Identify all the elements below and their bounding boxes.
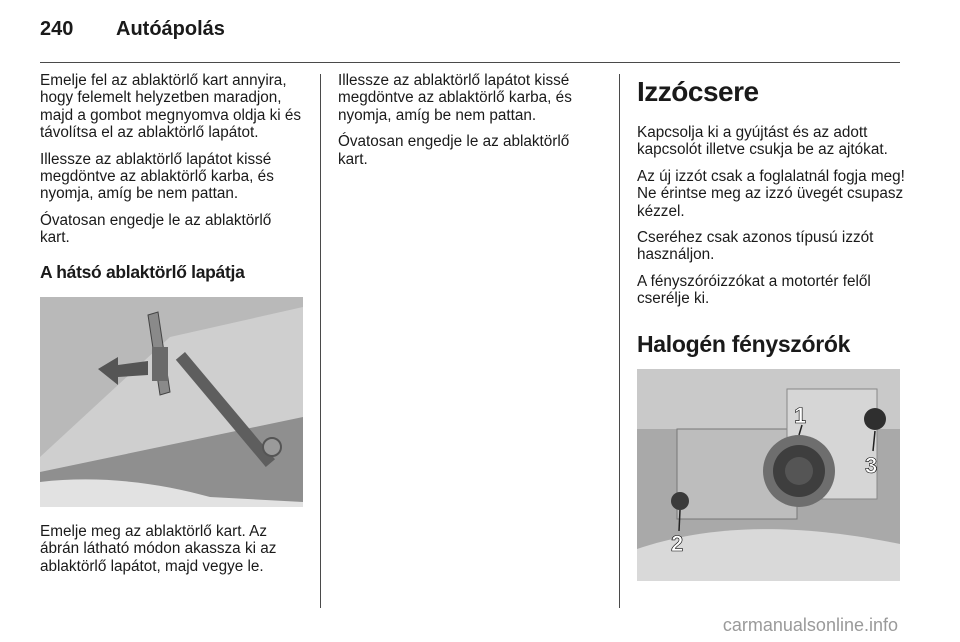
header-rule <box>40 62 900 63</box>
bulb-replacement-title: Izzócsere <box>637 76 759 107</box>
column-3 <box>637 72 907 581</box>
paragraph: Óvatosan engedje le az ablaktörlő kart. <box>338 133 570 168</box>
watermark: carmanualsonline.info <box>722 615 898 635</box>
paragraph: Illessze az ablaktörlő lapátot kissé megdöntve az ablaktörlő karba, és nyomja, amíg be nem pattan. <box>40 150 274 203</box>
paragraph: Az új izzót csak a foglalatnál fogja meg! Ne érintse meg az izzó üvegét csupasz kézzel. <box>637 167 905 220</box>
column-1 <box>40 72 305 584</box>
page-number: 240 <box>40 18 74 40</box>
section-title: Autóápolás <box>116 18 225 40</box>
callout-label: 2 <box>671 531 684 557</box>
halogen-headlight-illustration <box>637 369 900 581</box>
paragraph: A fényszóróizzókat a motortér felől cserélje ki. <box>637 272 871 308</box>
rear-wiper-illustration <box>40 297 303 507</box>
subheading-rear-wiper: A hátsó ablaktörlő lapátja <box>40 261 245 282</box>
paragraph: Kapcsolja ki a gyújtást és az adott kapcsolót illetve csukja be az ajtókat. <box>637 124 888 159</box>
column-2 <box>338 72 603 177</box>
column-divider-1 <box>320 74 321 608</box>
paragraph: Emelje meg az ablaktörlő kart. Az ábrán látható módon akassza ki az ablaktörlő lapátot, majd vegye le. <box>40 523 277 575</box>
paragraph: Óvatosan engedje le az ablaktörlő kart. <box>40 211 272 247</box>
callout-label: 3 <box>865 453 878 479</box>
paragraph: Cseréhez csak azonos típusú izzót használjon. <box>637 229 874 264</box>
callout-label: 1 <box>794 403 807 429</box>
column-divider-2 <box>619 74 620 608</box>
paragraph: Illessze az ablaktörlő lapátot kissé megdöntve az ablaktörlő karba, és nyomja, amíg be nem pattan. <box>338 72 572 124</box>
paragraph: Emelje fel az ablaktörlő kart annyira, hogy felemelt helyzetben maradjon, majd a gombot megnyomva oldja ki és távolítsa el az ablaktörlő lapátot. <box>40 72 302 142</box>
subheading-halogen-headlights: Halogén fényszórók <box>637 330 851 357</box>
